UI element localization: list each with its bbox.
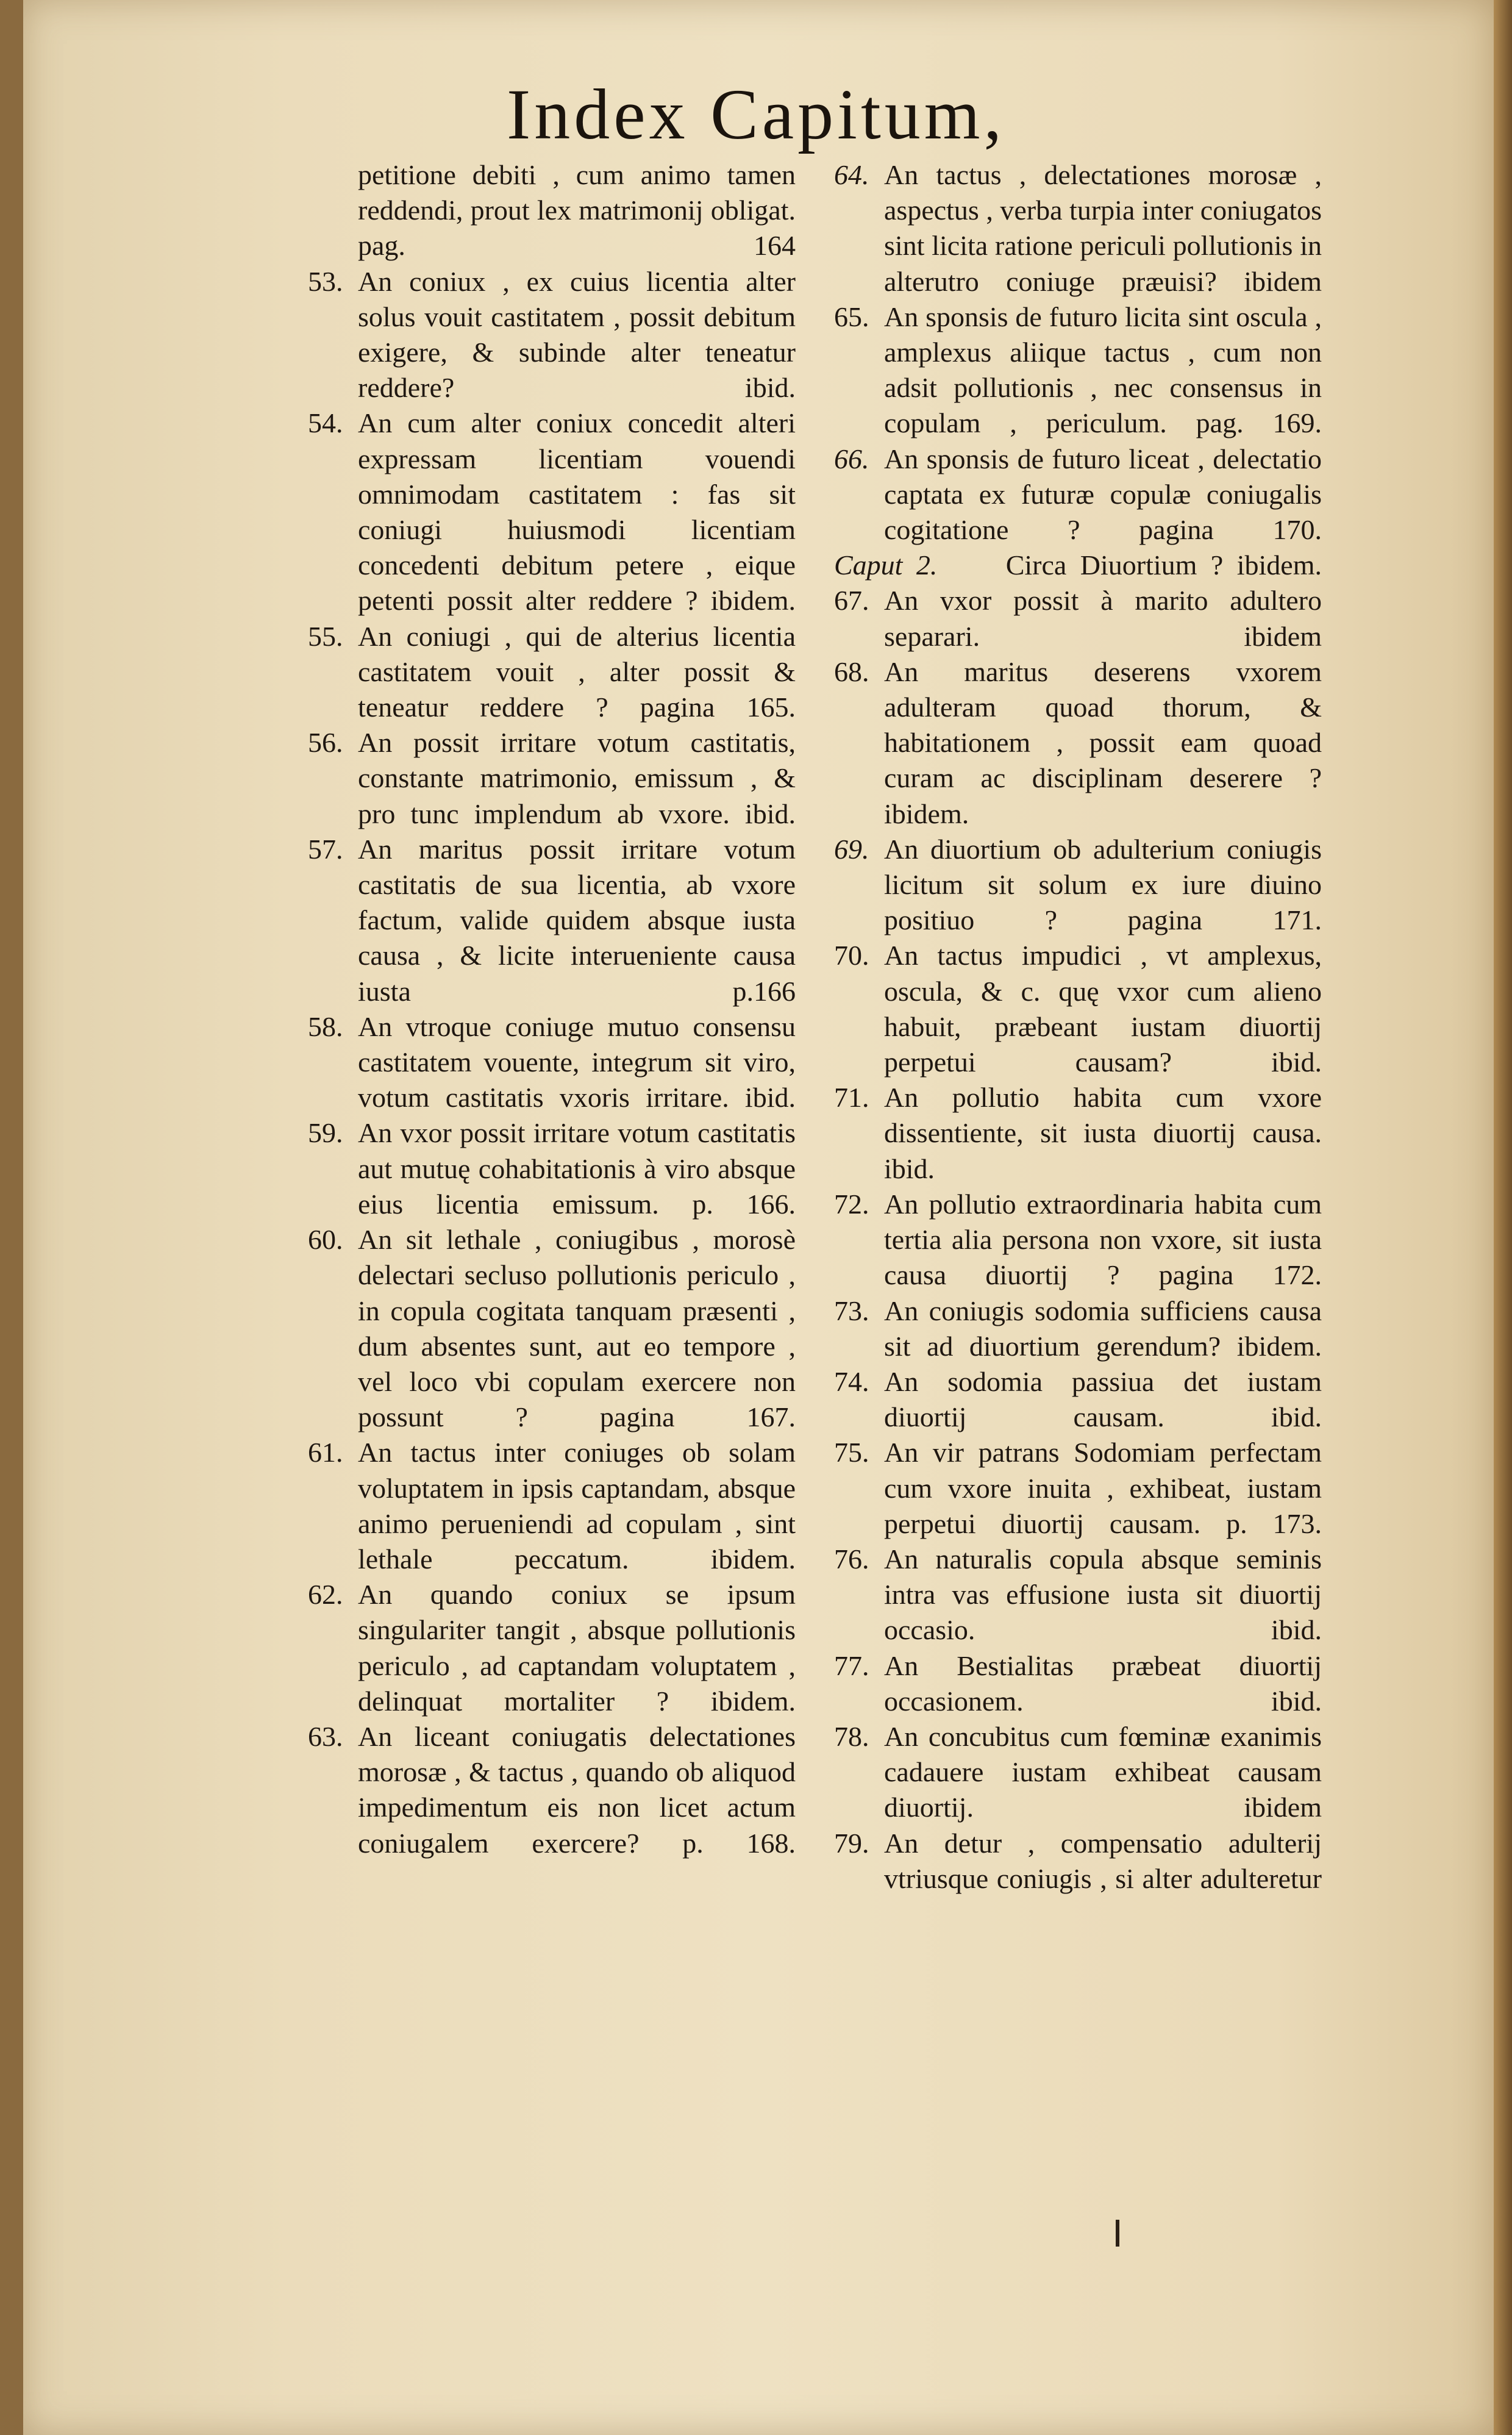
entry-text: An cum alter coniux concedit alteri expressam licentiam vouendi omnimodam castitatem : fas sit coniugi huiusmodi licentiam concedenti debitum petere , eique petenti possit alter reddere ? ibidem. xyxy=(358,407,796,617)
entry-text: An sponsis de futuro licita sint oscula , amplexus aliique tactus , cum non adsit pollutionis , nec consensus in copulam , periculum. pag. 169. xyxy=(884,301,1322,439)
page-edge xyxy=(1494,0,1512,2435)
index-entry xyxy=(834,938,1322,1080)
index-entry xyxy=(308,406,796,618)
entry-number: 54. xyxy=(308,407,343,439)
entry-text: An coniux , ex cuius licentia alter solus vouit castitatem , possit debitum exigere, & subinde alter teneatur reddere? ibid. xyxy=(358,265,796,404)
entry-text: An coniugis sodomia sufficiens causa sit ad diuortium gerendum? ibidem. xyxy=(884,1295,1322,1362)
entry-text: An vxor possit irritare votum castitatis aut mutuę cohabitationis à viro absque eius licentia emissum. p. 166. xyxy=(358,1117,796,1220)
index-entry xyxy=(834,1364,1322,1435)
entry-number: 79. xyxy=(834,1827,869,1859)
entry-text: An maritus possit irritare votum castitatis de sua licentia, ab vxore factum, valide quidem absque iusta causa , & licite interueniente causa iusta p.166 xyxy=(358,833,796,1007)
entry-number: 74. xyxy=(834,1365,869,1397)
entry-number: 77. xyxy=(834,1650,869,1681)
entry-text: An liceant coniugatis delectationes morosæ , & tactus , quando ob aliquod impedimentum eis non licet actum coniugalem exercere? p. 168. xyxy=(358,1720,796,1859)
chapter-heading xyxy=(834,548,1322,583)
entry-number: 66. xyxy=(834,443,869,474)
entry-text: An vtroque coniuge mutuo consensu castitatem vouente, integrum sit viro, votum castitatis vxoris irritare. ibid. xyxy=(358,1010,796,1114)
index-entry xyxy=(308,1435,796,1577)
entry-number: 70. xyxy=(834,940,869,971)
index-entry xyxy=(308,1009,796,1116)
index-entry xyxy=(834,1719,1322,1826)
entry-number: 75. xyxy=(834,1437,869,1468)
entry-text: An vxor possit à marito adultero separari. ibidem xyxy=(884,585,1322,652)
index-entry xyxy=(308,1115,796,1222)
index-entry xyxy=(308,832,796,1009)
entry-text: An possit irritare votum castitatis, constante matrimonio, emissum , & pro tunc implendum ab vxore. ibid. xyxy=(358,727,796,829)
entry-number: 72. xyxy=(834,1188,869,1220)
entry-number: 68. xyxy=(834,656,869,687)
left-column xyxy=(308,157,796,1861)
entry-number: 61. xyxy=(308,1437,343,1468)
index-entry xyxy=(834,1293,1322,1364)
index-entry xyxy=(834,1648,1322,1719)
page-title: Index Capitum, xyxy=(506,74,1006,154)
entry-number: 56. xyxy=(308,727,343,759)
index-entry xyxy=(308,264,796,406)
entry-text: petitione debiti , cum animo tamen reddendi, prout lex matrimonij obligat. pag. 164 xyxy=(358,159,796,262)
index-entry xyxy=(308,1719,796,1861)
index-entry xyxy=(834,1542,1322,1648)
entry-text: An sodomia passiua det iustam diuortij causam. ibid. xyxy=(884,1365,1322,1433)
entry-text: An naturalis copula absque seminis intra vas effusione iusta sit diuortij occasio. ibid. xyxy=(884,1543,1322,1646)
index-entry xyxy=(308,1222,796,1435)
entry-text: An tactus , delectationes morosæ , aspectus , verba turpia inter coniugatos sint licita ratione periculi pollutionis in alterutro coniuge præuisi? ibidem xyxy=(884,159,1322,297)
index-entry xyxy=(308,725,796,832)
chapter-label: Caput 2. xyxy=(834,549,938,581)
entry-number: 73. xyxy=(834,1295,869,1326)
entry-text: An vir patrans Sodomiam perfectam cum vxore inuita , exhibeat, iustam perpetui diuortij causam. p. 173. xyxy=(884,1437,1322,1539)
index-entry xyxy=(834,1080,1322,1187)
chapter-title: Circa Diuortium ? ibidem. xyxy=(1005,549,1322,581)
index-entry xyxy=(834,654,1322,832)
entry-number: 71. xyxy=(834,1082,869,1114)
entry-text: An sit lethale , coniugibus , morosè delectari secluso pollutionis periculo , in copula cogitata tanquam præsenti , dum absentes sunt, aut eo tempore , vel loco vbi copulam exercere non possunt ? pagina 167. xyxy=(358,1224,796,1433)
entry-number: 76. xyxy=(834,1543,869,1575)
index-entry xyxy=(834,157,1322,299)
index-entry xyxy=(834,1435,1322,1542)
entry-number: 62. xyxy=(308,1579,343,1611)
entry-text: An maritus deserens vxorem adulteram quoad thorum, & habitationem , possit eam quoad curam ac disciplinam deserere ? ibidem. xyxy=(884,656,1322,829)
right-column xyxy=(834,157,1322,1897)
entry-number: 59. xyxy=(308,1117,343,1149)
entry-number: 53. xyxy=(308,265,343,297)
entry-text: An Bestialitas præbeat diuortij occasionem. ibid. xyxy=(884,1650,1322,1717)
index-entry xyxy=(834,832,1322,939)
entry-text: An coniugi , qui de alterius licentia castitatem vouit , alter possit & teneatur reddere ? pagina 165. xyxy=(358,620,796,723)
entry-text: An tactus impudici , vt amplexus, oscula, & c. quę vxor cum alieno habuit, præbeant iustam diuortij perpetui causam? ibid. xyxy=(884,940,1322,1078)
entry-number: 57. xyxy=(308,833,343,865)
entry-number: 63. xyxy=(308,1720,343,1752)
entry-text: An detur , compensatio adulterij vtriusque coniugis , si alter adulteretur xyxy=(884,1827,1322,1894)
entry-text: An concubitus cum fœminæ exanimis cadauere iustam exhibeat causam diuortij. ibidem xyxy=(884,1720,1322,1823)
entry-number: 64. xyxy=(834,159,869,190)
index-entry xyxy=(834,1187,1322,1293)
entry-number: 65. xyxy=(834,301,869,332)
entry-number: 69. xyxy=(834,833,869,865)
entry-text: An tactus inter coniuges ob solam voluptatem in ipsis captandam, absque animo perueniendi ad copulam , sint lethale peccatum. ibidem. xyxy=(358,1437,796,1575)
entry-number: 55. xyxy=(308,620,343,652)
index-entry xyxy=(308,157,796,264)
entry-number: 60. xyxy=(308,1224,343,1256)
page-mark xyxy=(1116,2220,1119,2247)
index-entry xyxy=(834,299,1322,442)
entry-text: An quando coniux se ipsum singulariter tangit , absque pollutionis periculo , ad captandam voluptatem , delinquat mortaliter ? ibidem. xyxy=(358,1579,796,1717)
entry-number: 58. xyxy=(308,1010,343,1042)
index-entry xyxy=(308,619,796,726)
entry-number: 78. xyxy=(834,1720,869,1752)
entry-text: An diuortium ob adulterium coniugis licitum sit solum ex iure diuino positiuo ? pagina 171. xyxy=(884,833,1322,936)
index-entry xyxy=(834,1826,1322,1897)
entry-text: An pollutio habita cum vxore dissentiente, sit iusta diuortij causa. ibid. xyxy=(884,1082,1322,1184)
entry-number: 67. xyxy=(834,585,869,617)
index-entry xyxy=(834,442,1322,548)
index-entry xyxy=(308,1577,796,1719)
entry-text: An pollutio extraordinaria habita cum tertia alia persona non vxore, sit iusta causa diuortij ? pagina 172. xyxy=(884,1188,1322,1291)
index-entry xyxy=(834,583,1322,654)
entry-text: An sponsis de futuro liceat , delectatio captata ex futuræ copulæ coniugalis cogitatione ? pagina 170. xyxy=(884,443,1322,546)
